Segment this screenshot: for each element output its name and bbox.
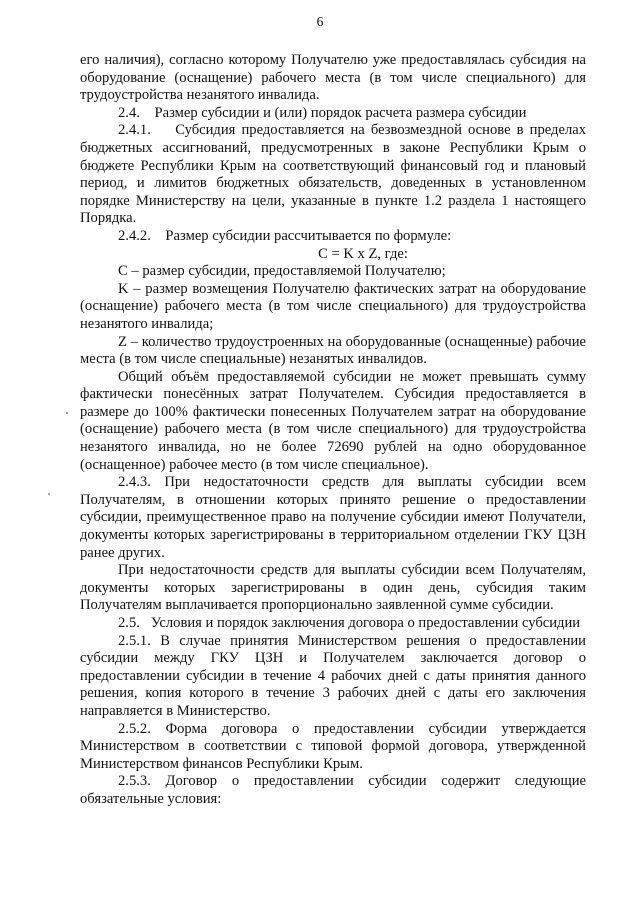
paragraph-continuation: его наличия), согласно которому Получателю уже предоставлялась субсидия на оборудование (оснащение) рабочего места (в том числе специального) для трудоустройства незанятого инвалида. — [80, 52, 586, 104]
paragraph-2-4-1: 2.4.1. Субсидия предоставляется на безвозмездной основе в пределах бюджетных ассигнований, предусмотренных в законе Республики Крым о бюджете Республики Крым на соответствующий финансовый год и плановый период, и лимитов бюджетных обязательств, доведенных в установленном порядке Министерству на цели, указанные в пункте 1.2 раздела 1 настоящего Порядка. — [80, 122, 586, 227]
page-number: 6 — [316, 14, 324, 29]
section-heading-2-4: 2.4. Размер субсидии и (или) порядок расчета размера субсидии — [118, 104, 527, 121]
definition-c: C – размер субсидии, предоставляемой Получателю; — [118, 263, 446, 280]
scan-speck — [48, 493, 50, 495]
paragraph-total-volume: Общий объём предоставляемой субсидии не может превышать сумму фактически понесённых затрат Получателем. Субсидия предоставляется в размере до 100% фактически понесенных Получателем затрат на оборудование (оснащение) рабочего места (в том числе специального) для трудоустройства незанятого инвалида, но не более 72690 рублей на одно оборудованное (оснащенное) рабочее место (в том числе специальное). — [80, 368, 586, 473]
paragraph-2-5-3: 2.5.3. Договор о предоставлении субсидии содержит следующие обязательные условия: — [80, 773, 586, 807]
formula: C = K x Z, где: — [318, 245, 408, 262]
paragraph-2-4-2: 2.4.2. Размер субсидии рассчитывается по формуле: — [118, 227, 452, 244]
definition-z: Z – количество трудоустроенных на оборудованные (оснащенные) рабочие места (в том числе специальные) незанятых инвалидов. — [80, 333, 586, 368]
definition-k: K – размер возмещения Получателю фактических затрат на оборудование (оснащение) рабочего места (в том числе специального) для трудоустройства незанятого инвалида; — [80, 280, 586, 332]
document-body — [80, 52, 586, 809]
paragraph-2-5-2: 2.5.2. Форма договора о предоставлении субсидии утверждается Министерством в соответствии с типовой формой договора, утвержденной Министерством финансов Республики Крым. — [80, 720, 586, 772]
paragraph-insufficient-funds: При недостаточности средств для выплаты субсидии всем Получателям, документы которых зарегистрированы в один день, субсидия таким Получателям выплачивается пропорционально заявленной сумме субсидии. — [80, 562, 586, 614]
section-heading-2-5: 2.5. Условия и порядок заключения договора о предоставлении субсидии — [118, 615, 581, 631]
paragraph-2-4-3: 2.4.3. При недостаточности средств для выплаты субсидии всем Получателям, в отношении которых принято решение о предоставлении субсидии, преимущественное право на получение субсидии имеют Получатели, документы которых зарегистрированы в территориальном отделении ГКУ ЦЗН ранее других. — [80, 474, 586, 561]
scan-speck — [66, 412, 68, 414]
paragraph-2-5-1: 2.5.1. В случае принятия Министерством решения о предоставлении субсидии между ГКУ ЦЗН и Получателем заключается договор о предоставлении субсидии в течение 4 рабочих дней с даты принятия данного решения, копия которого в течение 3 рабочих дней с даты его заключения направляется в Министерство. — [80, 632, 586, 719]
